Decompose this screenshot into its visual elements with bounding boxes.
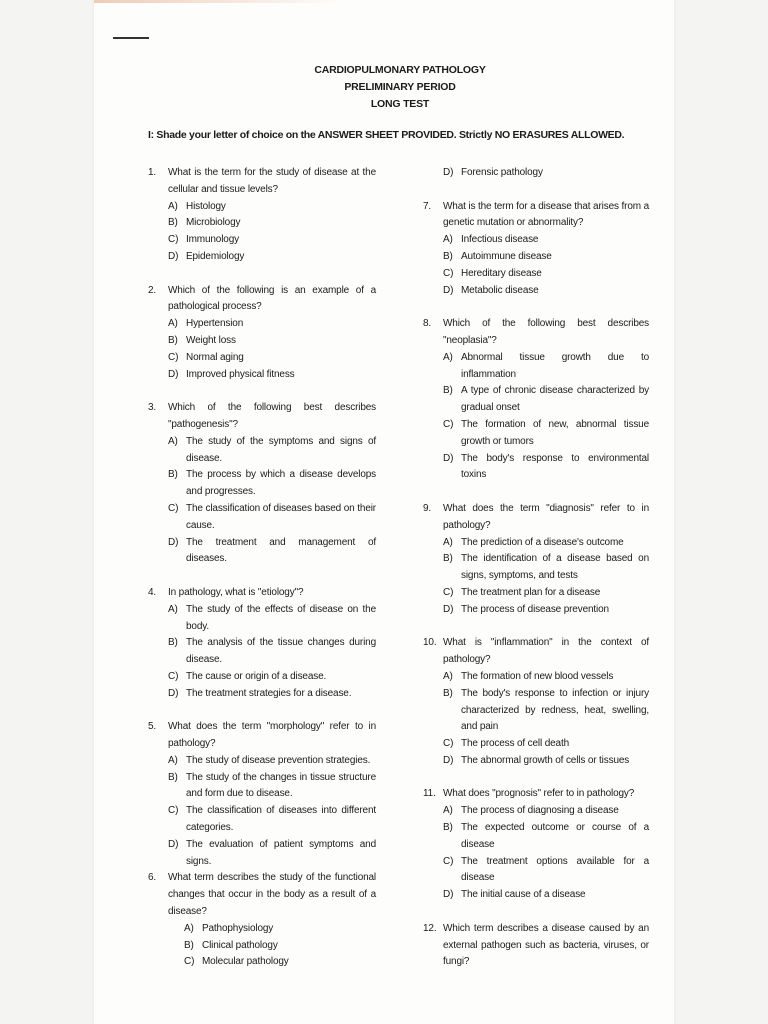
question-item [148, 283, 376, 384]
option-text: The prediction of a disease's outcome [461, 536, 624, 548]
option-text: The classification of diseases based on their cause. [186, 502, 376, 531]
answer-option [168, 770, 376, 804]
option-text: Molecular pathology [202, 956, 289, 968]
question-item [148, 400, 376, 568]
option-letter: D) [443, 284, 454, 296]
option-text: The treatment strategies for a disease. [186, 687, 352, 699]
question-stem [423, 921, 649, 971]
option-letter: C) [168, 234, 179, 246]
answer-option [443, 350, 649, 384]
answer-option [168, 837, 376, 871]
option-letter: A) [168, 754, 178, 766]
answer-option [168, 602, 376, 636]
option-text: The body's response to environmental toxins [461, 452, 649, 481]
option-letter: C) [443, 738, 454, 750]
question-text: Which of the following is an example of a pathological process? [168, 284, 376, 313]
question-number: 9. [423, 502, 432, 514]
option-letter: B) [443, 553, 453, 565]
option-text: The study of disease prevention strategies. [186, 754, 371, 766]
answer-option [443, 249, 649, 266]
option-letter: B) [443, 250, 453, 262]
option-text: Immunology [186, 234, 239, 246]
option-letter: B) [443, 385, 453, 397]
question-item [148, 870, 376, 971]
option-text: Normal aging [186, 351, 244, 363]
answer-option [443, 551, 649, 585]
question-stem [148, 400, 376, 434]
option-text: The process of diagnosing a disease [461, 805, 619, 817]
question-text: What is the term for the study of disease at the cellular and tissue levels? [168, 167, 376, 195]
option-text: The formation of new, abnormal tissue growth or tumors [461, 418, 649, 447]
option-letter: D) [168, 536, 179, 548]
answer-option [443, 887, 649, 904]
question-number: 3. [148, 402, 157, 414]
answer-option [184, 954, 376, 971]
option-letter: C) [443, 586, 454, 598]
question-item [423, 316, 649, 484]
option-text: The analysis of the tissue changes during disease. [186, 637, 376, 666]
question-number: 2. [148, 284, 157, 296]
answer-option [168, 367, 376, 384]
option-text: Abnormal tissue growth due to inflammation [461, 351, 649, 380]
question-item [423, 635, 649, 769]
question-text: In pathology, what is "etiology"? [168, 586, 304, 598]
option-text: The cause or origin of a disease. [186, 670, 327, 682]
answer-option [168, 635, 376, 669]
option-text: The formation of new blood vessels [461, 670, 614, 682]
option-text: Improved physical fitness [186, 368, 295, 380]
option-letter: C) [443, 855, 454, 867]
option-letter: A) [168, 200, 178, 212]
answer-option [443, 736, 649, 753]
option-letter: D) [168, 250, 179, 262]
option-letter: B) [184, 939, 194, 951]
option-text: The abnormal growth of cells or tissues [461, 754, 630, 766]
answer-option [168, 803, 376, 837]
option-letter: B) [168, 334, 178, 346]
question-item [148, 585, 376, 703]
question-text: What does the term "diagnosis" refer to in pathology? [443, 502, 649, 531]
option-letter: A) [168, 603, 178, 615]
question-item [423, 921, 649, 971]
exam-header [240, 62, 560, 113]
answer-option [168, 232, 376, 249]
question-stem [148, 585, 376, 602]
question-number: 4. [148, 586, 157, 598]
question-text: Which of the following best describes "neoplasia"? [443, 318, 649, 346]
answer-option [443, 232, 649, 249]
option-text: The initial cause of a disease [461, 889, 586, 901]
paper-stain [94, 0, 344, 3]
right-column [423, 165, 649, 988]
question-text: Which of the following best describes "pathogenesis"? [168, 402, 376, 430]
question-number: 5. [148, 721, 157, 733]
option-letter: D) [443, 167, 454, 178]
answer-option [168, 501, 376, 535]
option-letter: B) [168, 469, 178, 481]
option-text: The process of cell death [461, 738, 569, 750]
option-letter: D) [168, 368, 179, 380]
option-letter: B) [443, 687, 453, 699]
answer-option [168, 215, 376, 232]
answer-option [168, 199, 376, 216]
question-text: What term describes the study of the functional changes that occur in the body as a result of a disease? [168, 872, 376, 918]
answer-option [443, 266, 649, 283]
option-letter: C) [443, 267, 454, 279]
option-text: The process by which a disease develops and progresses. [186, 469, 376, 498]
answer-option [184, 921, 376, 938]
question-stem [148, 165, 376, 199]
question-number: 10. [423, 637, 437, 649]
question-stem [423, 635, 649, 669]
answer-option [443, 383, 649, 417]
answer-option [443, 854, 649, 888]
option-letter: C) [443, 418, 454, 430]
answer-option [443, 602, 649, 619]
option-letter: B) [168, 637, 178, 649]
answer-option [168, 467, 376, 501]
option-text: Microbiology [186, 217, 241, 229]
answer-option [443, 686, 649, 736]
option-text: The treatment options available for a disease [461, 855, 649, 884]
question-text: What is "inflammation" in the context of pathology? [443, 637, 649, 666]
answer-option [443, 535, 649, 552]
question-stem [423, 316, 649, 350]
option-letter: B) [168, 217, 178, 229]
option-letter: D) [443, 452, 454, 464]
option-text: The expected outcome or course of a disease [461, 822, 649, 850]
option-letter: C) [168, 502, 179, 514]
question-stem [148, 870, 376, 920]
question-text: What does "prognosis" refer to in pathology? [443, 788, 635, 800]
question-stem [148, 283, 376, 317]
question-text: Which term describes a disease caused by an external pathogen such as bacteria, viruses, or fungi? [443, 922, 649, 968]
option-text: Hereditary disease [461, 267, 542, 279]
question-item [148, 719, 376, 870]
option-letter: B) [443, 822, 453, 834]
option-text: The study of the symptoms and signs of disease. [186, 435, 376, 464]
question-item [423, 501, 649, 619]
answer-option [443, 753, 649, 770]
option-text: A type of chronic disease characterized by gradual onset [461, 385, 649, 414]
option-letter: A) [443, 234, 453, 246]
option-letter: B) [168, 771, 178, 783]
option-text: The classification of diseases into different categories. [186, 805, 376, 834]
option-letter: D) [443, 603, 454, 615]
question-number: 1. [148, 167, 157, 178]
option-text: Epidemiology [186, 250, 245, 262]
option-text: Clinical pathology [202, 939, 278, 951]
answer-option [168, 753, 376, 770]
question-item [423, 786, 649, 904]
option-letter: C) [168, 351, 179, 363]
question-number: 7. [423, 200, 432, 212]
answer-option [168, 535, 376, 569]
answer-option [168, 316, 376, 333]
question-item [423, 199, 649, 300]
exam-type: LONG TEST [370, 98, 430, 110]
option-text: Infectious disease [461, 234, 539, 246]
option-text: Metabolic disease [461, 284, 539, 296]
option-text: Weight loss [186, 334, 236, 346]
option-letter: D) [443, 889, 454, 901]
question-number: 11. [423, 788, 436, 800]
option-text: The study of the effects of disease on the body. [186, 603, 376, 632]
pen-mark [113, 37, 149, 39]
question-stem [423, 199, 649, 233]
answer-option [168, 686, 376, 703]
option-text: The study of the changes in tissue structure and form due to disease. [186, 771, 376, 800]
question-number: 12. [423, 922, 437, 934]
option-letter: A) [168, 318, 178, 330]
answer-option [168, 350, 376, 367]
option-text: The body's response to infection or injury characterized by redness, heat, swelling, and pain [461, 687, 649, 733]
question-stem [423, 786, 649, 803]
option-letter: A) [168, 435, 178, 447]
option-text: The treatment plan for a disease [461, 586, 601, 598]
option-text: The evaluation of patient symptoms and signs. [186, 838, 376, 867]
question-text: What does the term "morphology" refer to in pathology? [168, 721, 376, 750]
option-letter: D) [168, 687, 179, 699]
carried-over-option [443, 165, 649, 182]
option-text: The identification of a disease based on signs, symptoms, and tests [461, 553, 649, 582]
option-letter: A) [443, 670, 453, 682]
answer-option [443, 669, 649, 686]
answer-option [443, 820, 649, 854]
answer-option [443, 417, 649, 451]
left-column [148, 165, 376, 988]
course-title: CARDIOPULMONARY PATHOLOGY [314, 64, 486, 76]
answer-option [443, 585, 649, 602]
answer-option [443, 283, 649, 300]
question-item [148, 165, 376, 266]
question-stem [148, 719, 376, 753]
option-text: Pathophysiology [202, 922, 274, 934]
option-text: Histology [186, 200, 226, 212]
answer-option [443, 803, 649, 820]
answer-option [168, 669, 376, 686]
option-text: Forensic pathology [461, 167, 543, 178]
question-stem [423, 501, 649, 535]
exam-period: PRELIMINARY PERIOD [344, 81, 456, 93]
option-letter: C) [168, 670, 179, 682]
option-text: Hypertension [186, 318, 244, 330]
option-text: The treatment and management of diseases. [186, 536, 376, 565]
question-text: What is the term for a disease that arises from a genetic mutation or abnormality? [443, 200, 649, 229]
option-letter: A) [184, 922, 194, 934]
answer-option [168, 249, 376, 266]
option-letter: C) [184, 956, 195, 968]
option-letter: A) [443, 351, 453, 363]
option-letter: C) [168, 805, 179, 817]
answer-option [184, 938, 376, 955]
option-letter: A) [443, 536, 453, 548]
option-text: The process of disease prevention [461, 603, 609, 615]
option-text: Autoimmune disease [461, 250, 552, 262]
question-number: 8. [423, 318, 432, 330]
answer-option [168, 333, 376, 350]
answer-option [168, 434, 376, 468]
option-letter: D) [168, 838, 179, 850]
question-number: 6. [148, 872, 157, 884]
exam-instruction: I: Shade your letter of choice on the ANSWER SHEET PROVIDED. Strictly NO ERASURES ALLOWED. [148, 129, 625, 141]
option-letter: A) [443, 805, 453, 817]
answer-option [443, 451, 649, 485]
option-letter: D) [443, 754, 454, 766]
